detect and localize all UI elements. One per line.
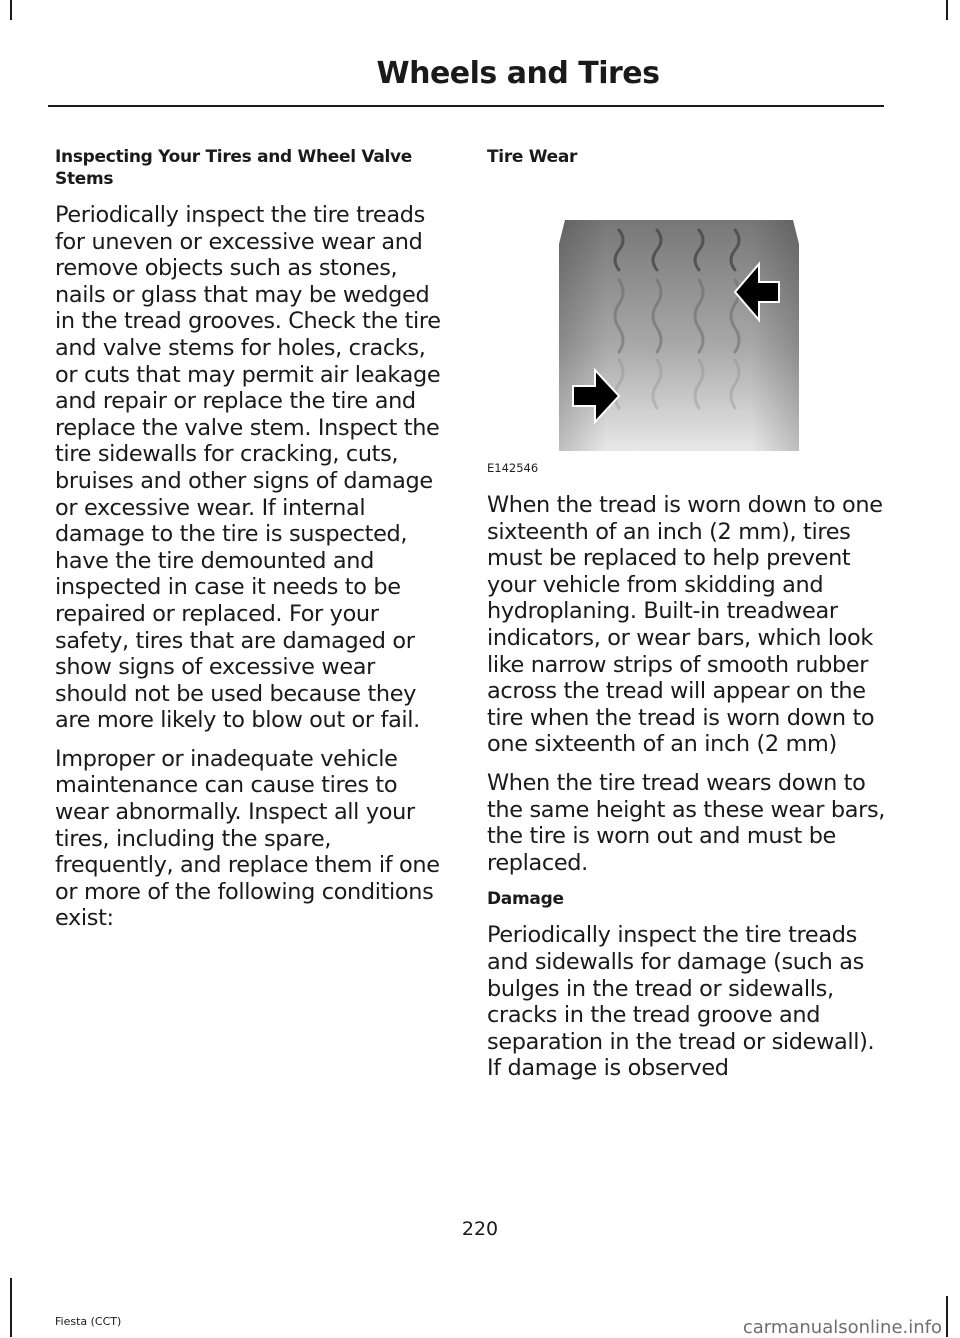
crop-mark-top-right xyxy=(946,0,948,20)
paragraph-damage: Periodically inspect the tire treads and sidewalls for damage (such as bulges in the tread or sidewalls, cracks in the tread groove and separation in the tread or sidewall). If damage is observed xyxy=(487,922,875,1082)
section-heading-tire-wear: Tire Wear xyxy=(487,147,578,167)
paragraph-inspecting: Periodically inspect the tire treads for uneven or excessive wear and remove objects such as stones, nails or glass that may be wedged in the tread grooves. Check the tire and valve stems for holes, cracks, or cuts that may permit air leakage and repair or replace the tire and replace the valve stem. Inspect the tire sidewalls for cracking, cuts, bruises and other signs of damage or excessive wear. If internal damage to the tire is suspected, have the tire demounted and inspected in case it needs to be repaired or replaced. For your safety, tires that are damaged or show signs of excessive wear should not be used because they are more likely to blow out or fail. xyxy=(55,202,441,734)
crop-mark-top-left xyxy=(10,0,12,20)
watermark: carmanualsonline.info xyxy=(742,1317,942,1338)
right-column xyxy=(487,146,887,1094)
footer-doc-id: Fiesta (CCT) xyxy=(55,1315,122,1328)
crop-mark-bottom-right xyxy=(946,1296,948,1337)
page-title: Wheels and Tires xyxy=(376,56,660,91)
paragraph-wear-bars: When the tire tread wears down to the same height as these wear bars, the tire is worn out and must be replaced. xyxy=(487,769,886,876)
tire-wear-figure xyxy=(487,180,882,480)
section-heading-damage: Damage xyxy=(487,889,564,910)
figure-id: E142546 xyxy=(487,461,539,475)
paragraph-maintenance: Improper or inadequate vehicle maintenance can cause tires to wear abnormally. Inspect all your tires, including the spare, frequently, and replace them if one or more of the following conditions exist: xyxy=(55,745,440,932)
section-heading-inspecting: Inspecting Your Tires and Wheel Valve Stems xyxy=(55,147,413,189)
paragraph-tread-worn: When the tread is worn down to one sixteenth of an inch (2 mm), tires must be replaced to help prevent your vehicle from skidding and hydroplaning. Built-in treadwear indicators, or wear bars, which look like narrow strips of smooth rubber across the tread will appear on the tire when the tread is worn down to one sixteenth of an inch (2 mm) xyxy=(487,492,883,758)
left-column xyxy=(55,146,450,944)
crop-mark-bottom-left xyxy=(10,1278,12,1337)
tire-tread-illustration xyxy=(557,220,801,451)
header-rule xyxy=(48,105,884,107)
page-number: 220 xyxy=(461,1218,499,1240)
